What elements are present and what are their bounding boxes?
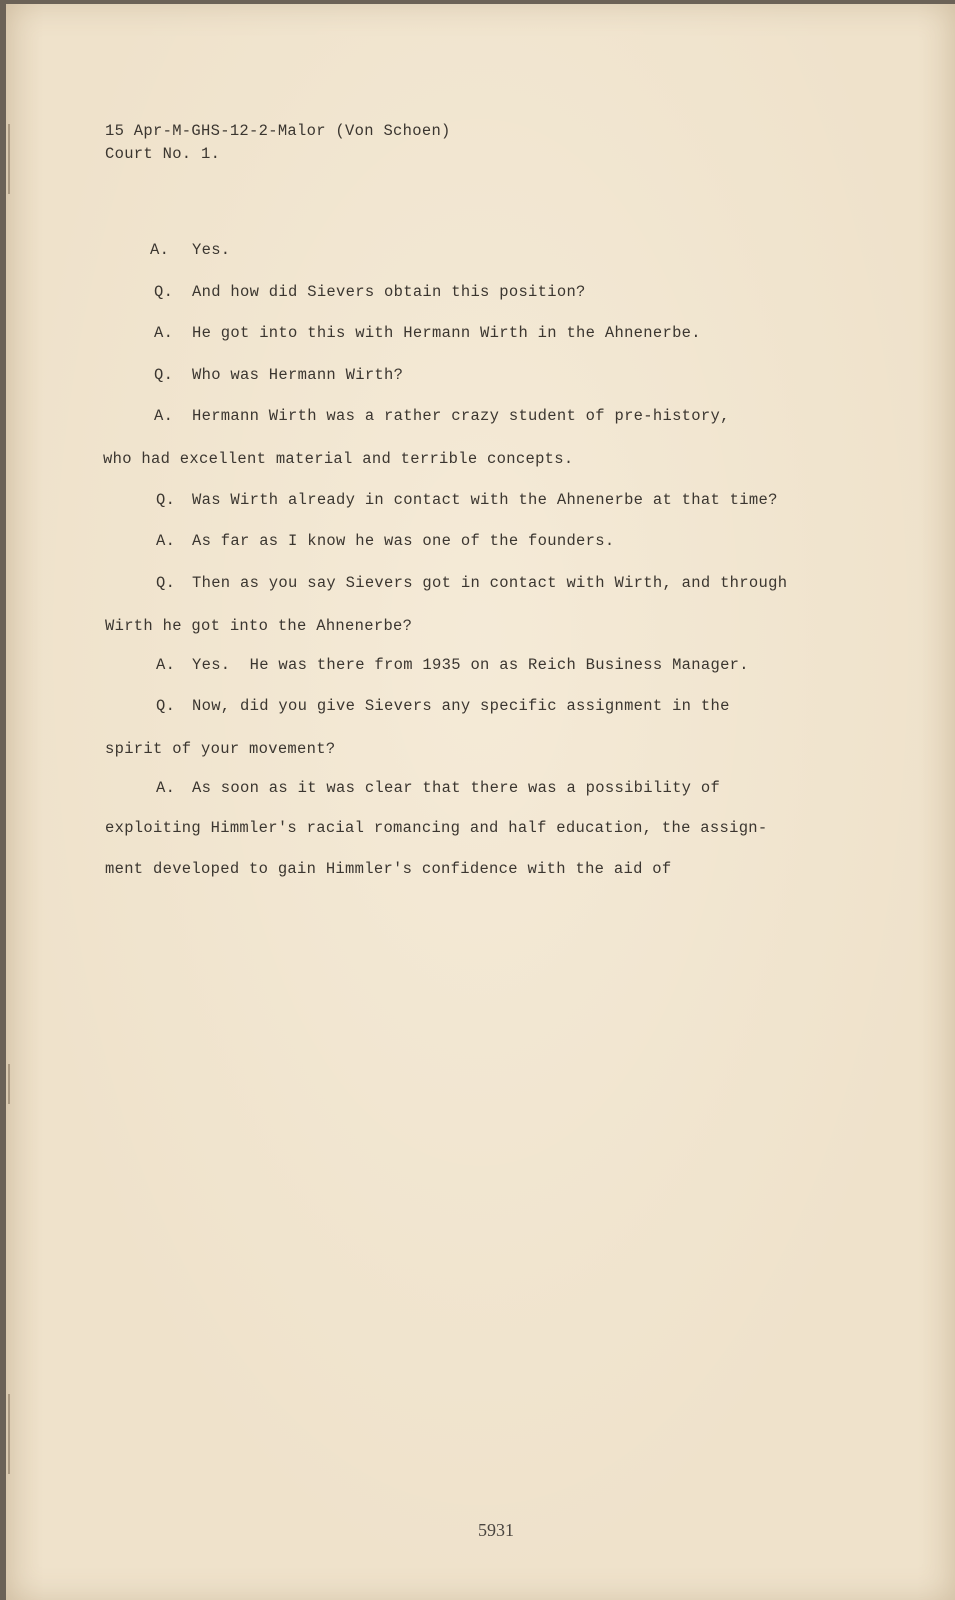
paper-edge-mark <box>8 1394 10 1474</box>
document-page <box>6 4 955 1600</box>
speaker-label: A. <box>150 241 170 259</box>
transcript-line: exploiting Himmler's racial romancing and half education, the assign- <box>105 819 768 837</box>
speaker-label: Q. <box>156 491 176 509</box>
transcript-line: ment developed to gain Himmler's confidence with the aid of <box>105 860 672 878</box>
transcript-line: Yes. <box>192 241 231 259</box>
transcript-line: As far as I know he was one of the founders. <box>192 532 615 550</box>
speaker-label: Q. <box>154 366 174 384</box>
transcript-line: Hermann Wirth was a rather crazy student of pre-history, <box>192 407 730 425</box>
speaker-label: A. <box>154 407 174 425</box>
paper-edge-mark <box>8 1064 10 1104</box>
transcript-line: Now, did you give Sievers any specific assignment in the <box>192 697 730 715</box>
paper-edge-mark <box>8 124 10 194</box>
transcript-line: Then as you say Sievers got in contact with Wirth, and through <box>192 574 788 592</box>
speaker-label: Q. <box>156 574 176 592</box>
transcript-line: He got into this with Hermann Wirth in the Ahnenerbe. <box>192 324 701 342</box>
transcript-line: And how did Sievers obtain this position? <box>192 283 586 301</box>
transcript-line: As soon as it was clear that there was a possibility of <box>192 779 721 797</box>
transcript-line: spirit of your movement? <box>105 740 336 758</box>
speaker-label: A. <box>156 656 176 674</box>
header-court-number: Court No. 1. <box>105 145 221 163</box>
transcript-line: Yes. He was there from 1935 on as Reich Business Manager. <box>192 656 749 674</box>
transcript-line: Wirth he got into the Ahnenerbe? <box>105 617 413 635</box>
transcript-line: Who was Hermann Wirth? <box>192 366 404 384</box>
speaker-label: A. <box>156 532 176 550</box>
transcript-line: Was Wirth already in contact with the Ahnenerbe at that time? <box>192 491 778 509</box>
speaker-label: A. <box>156 779 176 797</box>
speaker-label: Q. <box>154 283 174 301</box>
speaker-label: Q. <box>156 697 176 715</box>
page-number: 5931 <box>478 1520 514 1540</box>
speaker-label: A. <box>154 324 174 342</box>
header-case-reference: 15 Apr-M-GHS-12-2-Malor (Von Schoen) <box>105 122 451 140</box>
transcript-line: who had excellent material and terrible concepts. <box>103 450 574 468</box>
